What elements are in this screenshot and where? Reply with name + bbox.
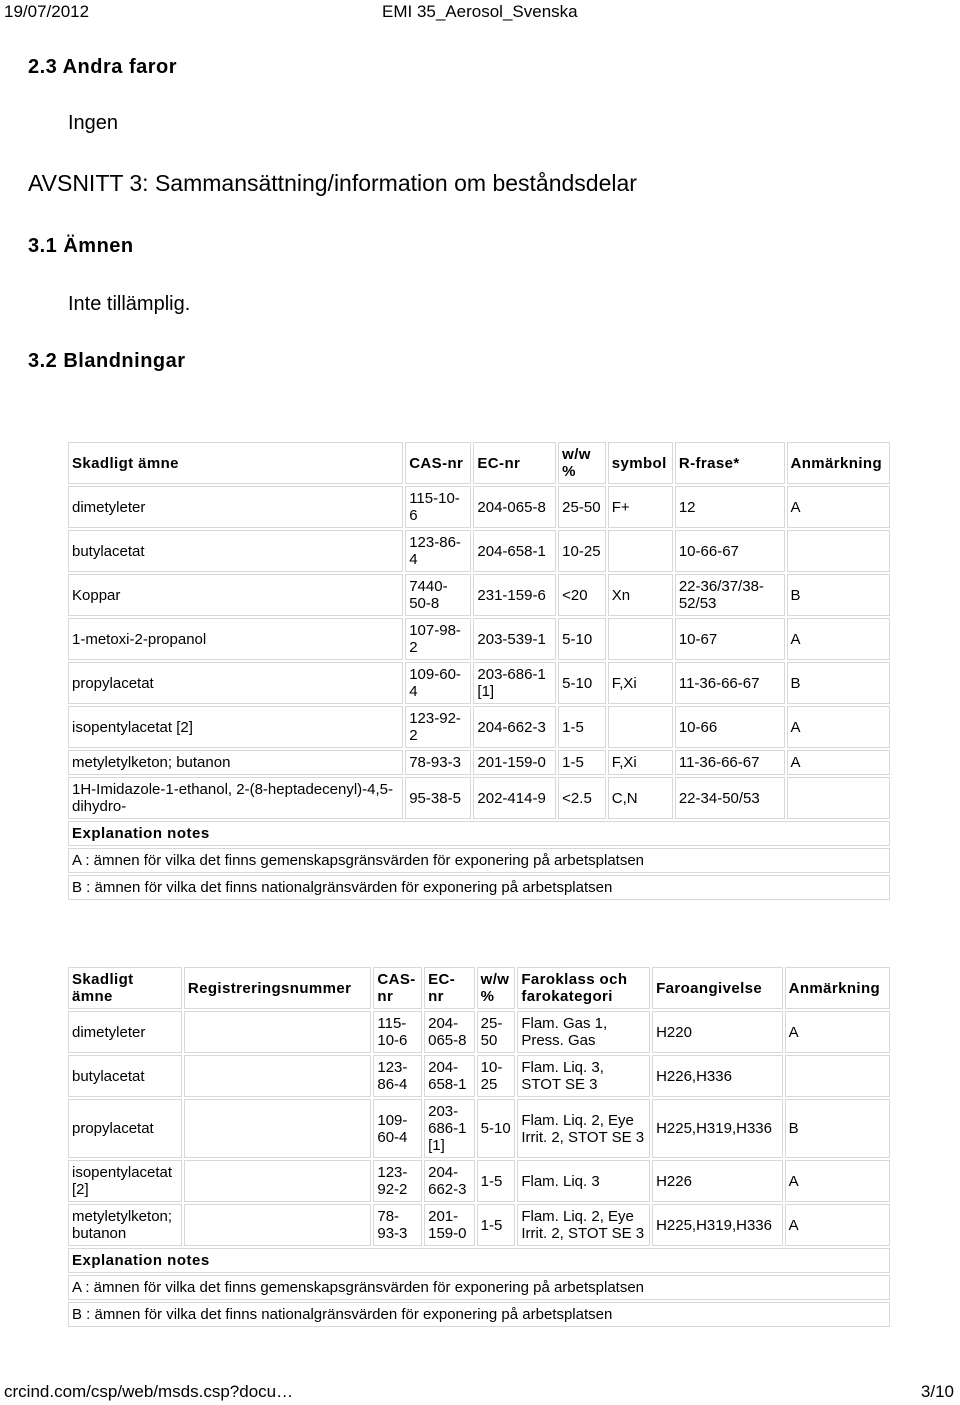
table-cell: Xn: [608, 574, 673, 616]
table-row: [68, 706, 890, 748]
table-cell: 107-98-2: [405, 618, 471, 660]
col-header: CAS-nr: [405, 442, 471, 484]
table-cell: 123-92-2: [405, 706, 471, 748]
col-header: Faroangivelse: [652, 967, 783, 1009]
table-cell: Flam. Liq. 3, STOT SE 3: [517, 1055, 650, 1097]
table-cell: 12: [675, 486, 785, 528]
table-cell: 78-93-3: [373, 1204, 422, 1246]
col-header: EC-nr: [424, 967, 475, 1009]
table-cell: 7440-50-8: [405, 574, 471, 616]
col-header: Anmärkning: [787, 442, 891, 484]
table-cell: Flam. Liq. 2, Eye Irrit. 2, STOT SE 3: [517, 1204, 650, 1246]
table-cell: [184, 1204, 372, 1246]
mixtures-table-r-phrases: [66, 440, 892, 902]
table-cell: A: [785, 1204, 890, 1246]
table-cell: H226,H336: [652, 1055, 783, 1097]
table-cell: F,Xi: [608, 750, 673, 775]
table-row: [68, 1055, 890, 1097]
table-cell: [608, 530, 673, 572]
explanation-notes-title: Explanation notes: [68, 821, 890, 846]
table-cell: H226: [652, 1160, 783, 1202]
table-cell: 10-25: [558, 530, 606, 572]
table-row: [68, 618, 890, 660]
table-cell: B: [787, 662, 891, 704]
table-row: [68, 1204, 890, 1246]
col-header: symbol: [608, 442, 673, 484]
table-cell: 204-658-1: [424, 1055, 475, 1097]
explanation-notes-title: Explanation notes: [68, 1248, 890, 1273]
table-cell: isopentylacetat [2]: [68, 706, 403, 748]
table-cell: 231-159-6: [473, 574, 556, 616]
table-cell: 25-50: [558, 486, 606, 528]
table-cell: 204-065-8: [424, 1011, 475, 1053]
table-cell: <20: [558, 574, 606, 616]
table-cell: 11-36-66-67: [675, 662, 785, 704]
table-cell: A: [785, 1160, 890, 1202]
col-header: w/w %: [558, 442, 606, 484]
print-date: 19/07/2012: [4, 2, 90, 21]
table-cell: C,N: [608, 777, 673, 819]
table-cell: 204-662-3: [473, 706, 556, 748]
table-cell: H220: [652, 1011, 783, 1053]
table-cell: [184, 1099, 372, 1158]
table-cell: [184, 1011, 372, 1053]
table-cell: 123-92-2: [373, 1160, 422, 1202]
table-row: [68, 750, 890, 775]
table-cell: B: [785, 1099, 890, 1158]
table-cell: 1-5: [477, 1160, 516, 1202]
table-cell: butylacetat: [68, 1055, 182, 1097]
table-cell: 10-67: [675, 618, 785, 660]
table-cell: Flam. Gas 1, Press. Gas: [517, 1011, 650, 1053]
table-cell: 10-25: [477, 1055, 516, 1097]
section-3-1-text: Inte tillämplig.: [68, 293, 191, 315]
table-cell: Flam. Liq. 2, Eye Irrit. 2, STOT SE 3: [517, 1099, 650, 1158]
col-header: Skadligt ämne: [68, 967, 182, 1009]
table-cell: 10-66-67: [675, 530, 785, 572]
table-cell: 25-50: [477, 1011, 516, 1053]
table-cell: [787, 530, 891, 572]
col-header: EC-nr: [473, 442, 556, 484]
col-header: Skadligt ämne: [68, 442, 403, 484]
section-2-3-heading: 2.3 Andra faror: [28, 56, 178, 78]
table-row: [68, 1160, 890, 1202]
table-cell: 115-10-6: [373, 1011, 422, 1053]
note-b: B : ämnen för vilka det finns nationalgränsvärden för exponering på arbetsplatsen: [68, 875, 890, 900]
table-cell: metyletylketon; butanon: [68, 1204, 182, 1246]
table-cell: 22-34-50/53: [675, 777, 785, 819]
table-cell: [184, 1055, 372, 1097]
section-3-1-heading: 3.1 Ämnen: [28, 235, 134, 257]
table-cell: 1-5: [558, 750, 606, 775]
table-cell: 11-36-66-67: [675, 750, 785, 775]
table-cell: A: [785, 1011, 890, 1053]
table-cell: 109-60-4: [373, 1099, 422, 1158]
table-cell: metyletylketon; butanon: [68, 750, 403, 775]
table-cell: isopentylacetat [2]: [68, 1160, 182, 1202]
table-cell: B: [787, 574, 891, 616]
table-row: [68, 574, 890, 616]
table-cell: propylacetat: [68, 662, 403, 704]
table-row: [68, 1099, 890, 1158]
table-cell: F,Xi: [608, 662, 673, 704]
table-cell: 78-93-3: [405, 750, 471, 775]
col-header: R-frase*: [675, 442, 785, 484]
table-cell: 109-60-4: [405, 662, 471, 704]
table-cell: 5-10: [477, 1099, 516, 1158]
table-cell: 1-5: [477, 1204, 516, 1246]
table-cell: 10-66: [675, 706, 785, 748]
table-cell: 1H-Imidazole-1-ethanol, 2-(8-heptadecenyl)-4,5-dihydro-: [68, 777, 403, 819]
table-cell: propylacetat: [68, 1099, 182, 1158]
section-2-3-text: Ingen: [68, 112, 119, 134]
table-cell: H225,H319,H336: [652, 1204, 783, 1246]
table-cell: dimetyleter: [68, 1011, 182, 1053]
table-cell: butylacetat: [68, 530, 403, 572]
table-cell: 95-38-5: [405, 777, 471, 819]
table-cell: A: [787, 486, 891, 528]
table-row: [68, 662, 890, 704]
table-cell: 5-10: [558, 662, 606, 704]
table-cell: A: [787, 618, 891, 660]
table-row: [68, 1011, 890, 1053]
table-cell: 203-539-1: [473, 618, 556, 660]
table-cell: Koppar: [68, 574, 403, 616]
table-cell: 201-159-0: [424, 1204, 475, 1246]
table-cell: [785, 1055, 890, 1097]
table-cell: 1-5: [558, 706, 606, 748]
table-cell: 202-414-9: [473, 777, 556, 819]
table-cell: 201-159-0: [473, 750, 556, 775]
note-a: A : ämnen för vilka det finns gemenskapsgränsvärden för exponering på arbetsplatsen: [68, 848, 890, 873]
table-cell: 203-686-1 [1]: [424, 1099, 475, 1158]
col-header: Faroklass och farokategori: [517, 967, 650, 1009]
table-cell: 1-metoxi-2-propanol: [68, 618, 403, 660]
table-cell: 123-86-4: [373, 1055, 422, 1097]
table-cell: 204-662-3: [424, 1160, 475, 1202]
table-cell: 115-10-6: [405, 486, 471, 528]
table-cell: 22-36/37/38-52/53: [675, 574, 785, 616]
col-header: Registreringsnummer: [184, 967, 372, 1009]
table-cell: Flam. Liq. 3: [517, 1160, 650, 1202]
footer-url: crcind.com/csp/web/msds.csp?docu…: [4, 1382, 294, 1401]
table-cell: [608, 706, 673, 748]
table-cell: F+: [608, 486, 673, 528]
table-cell: 204-065-8: [473, 486, 556, 528]
table-row: [68, 530, 890, 572]
section-3-2-heading: 3.2 Blandningar: [28, 350, 186, 372]
table-row: [68, 486, 890, 528]
table-cell: [608, 618, 673, 660]
table-cell: A: [787, 750, 891, 775]
table-cell: A: [787, 706, 891, 748]
col-header: Anmärkning: [785, 967, 890, 1009]
table-cell: 5-10: [558, 618, 606, 660]
note-a: A : ämnen för vilka det finns gemenskapsgränsvärden för exponering på arbetsplatsen: [68, 1275, 890, 1300]
table-row: [68, 777, 890, 819]
table-cell: 204-658-1: [473, 530, 556, 572]
table-cell: [787, 777, 891, 819]
footer-page-number: 3/10: [920, 1382, 954, 1401]
table-cell: [184, 1160, 372, 1202]
table-cell: dimetyleter: [68, 486, 403, 528]
table-cell: <2.5: [558, 777, 606, 819]
print-title: EMI 35_Aerosol_Svenska: [382, 2, 578, 21]
table-cell: 123-86-4: [405, 530, 471, 572]
table-cell: H225,H319,H336: [652, 1099, 783, 1158]
col-header: w/w %: [477, 967, 516, 1009]
col-header: CAS-nr: [373, 967, 422, 1009]
table-header-row: [68, 442, 890, 484]
table-cell: 203-686-1 [1]: [473, 662, 556, 704]
section-3-heading: AVSNITT 3: Sammansättning/information om beståndsdelar: [28, 170, 637, 196]
note-b: B : ämnen för vilka det finns nationalgränsvärden för exponering på arbetsplatsen: [68, 1302, 890, 1327]
table-header-row: [68, 967, 890, 1009]
mixtures-table-clp: [66, 965, 892, 1329]
